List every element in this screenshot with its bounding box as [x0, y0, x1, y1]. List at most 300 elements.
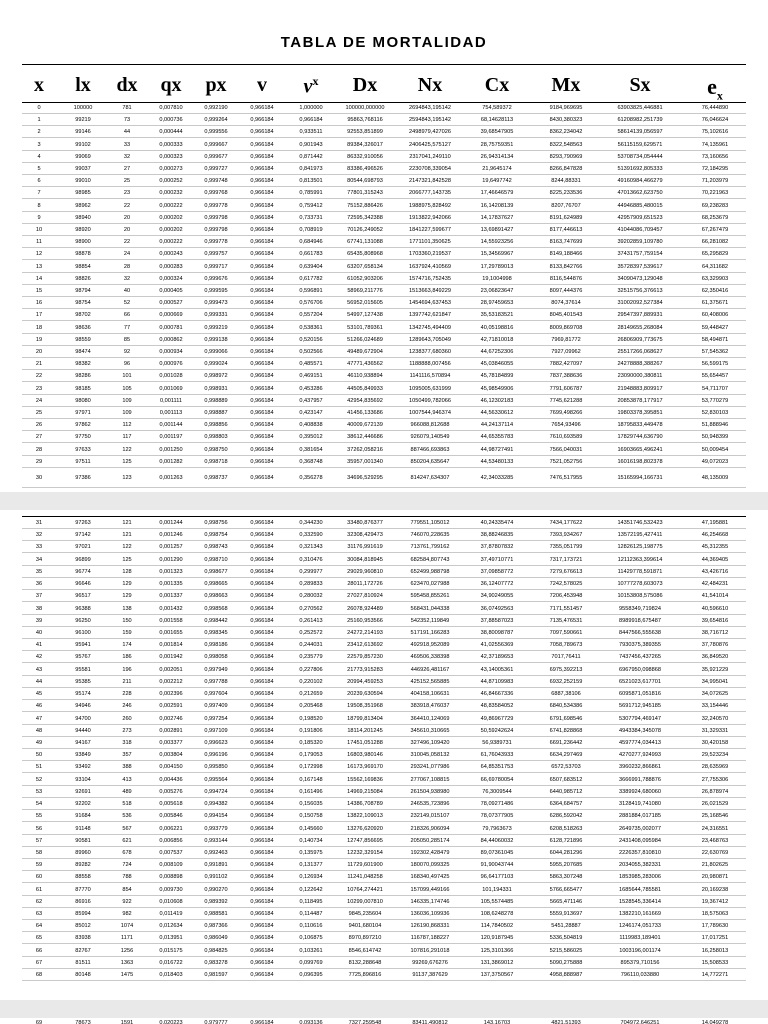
cell-Dx: 14386,708789 — [347, 801, 383, 808]
cell-Nx: 2317041,249110 — [409, 153, 451, 160]
cell-px: 0,992190 — [204, 105, 228, 111]
cell-Dx: 58969,211776 — [347, 288, 383, 294]
cell-qx: 0,001113 — [159, 410, 183, 416]
cell-dx: 101 — [122, 373, 132, 380]
cell-x: 29 — [35, 458, 43, 465]
cell-Sx: 12112363,399614 — [617, 556, 663, 563]
cell-Cx: 42,71810018 — [480, 336, 514, 343]
cell-dx: 357 — [122, 752, 132, 759]
cell-Mx: 8074,37614 — [551, 300, 581, 307]
cell-dx: 125 — [122, 556, 132, 563]
table-row — [22, 700, 746, 712]
cell-Mx: 8225,233536 — [549, 190, 583, 197]
cell-dx: 121 — [122, 520, 132, 526]
cell-Mx: 4821,51393 — [551, 1020, 581, 1024]
cell-Mx: 8009,869708 — [549, 324, 583, 331]
header-top-rule — [22, 64, 746, 65]
cell-x: 22 — [35, 373, 43, 380]
cell-x: 18 — [35, 324, 43, 331]
cell-x: 21 — [35, 361, 43, 368]
cell-Mx: 7654,93496 — [551, 422, 581, 429]
cell-Mx: 7837,388636 — [549, 373, 583, 380]
cell-Cx: 68,14628113 — [480, 117, 514, 124]
cell-v: 0,966184 — [250, 849, 274, 856]
cell-Sx: 2034055,382331 — [619, 862, 661, 869]
cell-Dx: 23412,613692 — [347, 642, 383, 649]
cell-dx: 211 — [122, 678, 132, 685]
table-row — [22, 444, 746, 456]
cell-Nx: 345610,310665 — [410, 727, 450, 734]
cell-Cx: 35,53183521 — [480, 312, 514, 319]
cell-lx: 85994 — [75, 911, 91, 918]
table-row — [22, 383, 746, 395]
cell-Dx: 70126,249052 — [347, 227, 383, 233]
cell-ex: 58,494871 — [701, 336, 729, 343]
cell-x: 61 — [35, 886, 43, 893]
cell-x: 69 — [35, 1020, 43, 1024]
cell-v: 0,966184 — [250, 862, 274, 869]
cell-x: 54 — [35, 801, 43, 808]
cell-dx: 32 — [123, 153, 131, 160]
cell-qx: 0,001942 — [159, 654, 183, 661]
cell-lx: 100000 — [73, 105, 93, 111]
table-row — [22, 774, 746, 786]
cell-v: 0,966184 — [250, 178, 274, 185]
cell-px: 0,999138 — [204, 336, 228, 343]
cell-Nx: 446926,481167 — [410, 666, 450, 673]
cell-px: 0,999066 — [204, 349, 228, 355]
cell-x: 11 — [36, 239, 42, 246]
cell-v: 0,966184 — [250, 752, 274, 759]
cell-qx: 0,000243 — [159, 251, 183, 258]
header-x — [34, 74, 44, 97]
header-ex-label: e — [707, 74, 717, 99]
cell-Sx: 28149655,268084 — [617, 324, 663, 331]
cell-ex: 45,312355 — [701, 544, 729, 551]
cell-Mx: 7242,578025 — [549, 581, 583, 588]
cell-qx: 0,016722 — [159, 959, 183, 966]
cell-ex: 18,575063 — [701, 911, 729, 918]
cell-vx: 0,131377 — [299, 862, 323, 869]
cell-ex: 59,448427 — [701, 324, 729, 331]
cell-Dx: 18799,813404 — [347, 715, 383, 722]
cell-ex: 22,630769 — [701, 849, 729, 856]
cell-qx: 0,000669 — [159, 312, 183, 319]
cell-x: 41 — [35, 642, 43, 649]
cell-Nx: 568431,044338 — [410, 605, 450, 612]
cell-Mx: 7434,177622 — [549, 520, 583, 526]
cell-qx: 0,001335 — [159, 581, 183, 588]
cell-x: 36 — [35, 581, 43, 588]
cell-v: 0,966184 — [250, 776, 274, 783]
header-qx-label: qx — [160, 74, 182, 96]
cell-Cx: 15,34569967 — [480, 251, 514, 258]
header-ex — [707, 74, 723, 103]
cell-ex: 47,195881 — [701, 520, 729, 526]
header-vx-superscript: x — [312, 74, 319, 88]
cell-vx: 0,733731 — [299, 214, 323, 221]
cell-vx: 0,220102 — [299, 678, 323, 685]
cell-v: 0,966184 — [250, 422, 274, 429]
table-row — [22, 1018, 746, 1024]
cell-vx: 0,179053 — [299, 752, 323, 759]
table-row — [22, 908, 746, 920]
cell-v: 0,966184 — [250, 117, 274, 124]
cell-ex: 69,238283 — [701, 202, 729, 209]
header-Sx-label: Sx — [629, 74, 651, 96]
cell-Dx: 10764,274421 — [347, 886, 383, 893]
cell-v: 0,966184 — [250, 105, 274, 111]
cell-Dx: 80544,698793 — [347, 178, 383, 185]
cell-Cx: 46,12302183 — [480, 397, 514, 404]
cell-dx: 724 — [122, 862, 132, 869]
header-Nx — [418, 74, 442, 97]
cell-Dx: 53101,789361 — [347, 324, 383, 331]
cell-qx: 0,009730 — [159, 886, 183, 893]
cell-x: 37 — [35, 593, 43, 600]
cell-lx: 95767 — [75, 654, 91, 661]
cell-Sx: 26806909,773675 — [617, 336, 663, 343]
cell-Nx: 1238377,680360 — [409, 349, 451, 355]
cell-ex: 56,599175 — [701, 361, 729, 368]
table-row — [22, 639, 746, 651]
cell-Sx: 5307794,469147 — [619, 715, 661, 722]
cell-x: 68 — [35, 972, 43, 979]
cell-px: 0,998058 — [204, 654, 228, 661]
table-row — [22, 847, 746, 859]
cell-dx: 128 — [122, 568, 132, 575]
cell-Mx: 8045,401543 — [549, 312, 583, 319]
cell-px: 0,999717 — [204, 263, 228, 270]
cell-vx: 0,453286 — [299, 385, 323, 392]
cell-x: 9 — [37, 214, 41, 221]
cell-Sx: 41044086,709457 — [617, 227, 663, 233]
cell-vx: 0,167148 — [299, 776, 323, 783]
cell-px: 0,998743 — [204, 544, 228, 551]
cell-v: 0,966184 — [250, 947, 274, 954]
cell-vx: 0,172998 — [299, 764, 323, 771]
cell-lx: 98702 — [75, 312, 91, 319]
cell-v: 0,966184 — [250, 739, 274, 746]
cell-vx: 0,156035 — [299, 801, 323, 808]
cell-Sx: 16903665,496241 — [617, 446, 663, 453]
cell-Mx: 7476,517955 — [549, 475, 583, 481]
cell-Mx: 5336,504819 — [549, 935, 583, 942]
cell-vx: 0,661783 — [299, 251, 323, 258]
table-row — [22, 651, 746, 663]
cell-dx: 196 — [122, 666, 132, 673]
table-row — [22, 688, 746, 700]
cell-lx: 99102 — [75, 141, 91, 148]
cell-lx: 98962 — [75, 202, 91, 209]
cell-v: 0,966184 — [250, 532, 274, 539]
cell-ex: 24,316551 — [701, 825, 729, 832]
cell-px: 0,999331 — [204, 312, 228, 319]
cell-Sx: 5691712,945185 — [619, 703, 661, 710]
cell-px: 0,986049 — [204, 935, 228, 942]
cell-Sx: 15165994,166731 — [617, 475, 663, 481]
cell-ex: 42,484231 — [701, 581, 729, 588]
cell-Dx: 33480,876377 — [347, 520, 383, 526]
cell-x: 45 — [35, 691, 43, 698]
cell-Mx: 7927,09962 — [551, 349, 581, 355]
cell-dx: 28 — [123, 263, 131, 270]
header-lx-label: lx — [75, 74, 91, 96]
cell-vx: 0,557204 — [299, 312, 323, 319]
cell-x: 57 — [35, 837, 43, 844]
cell-x: 12 — [35, 251, 43, 258]
cell-Mx: 8293,790969 — [549, 153, 583, 160]
cell-dx: 27 — [123, 166, 131, 172]
cell-v: 0,966184 — [250, 556, 274, 563]
cell-x: 46 — [35, 703, 43, 710]
cell-x: 27 — [35, 434, 43, 441]
cell-dx: 66 — [123, 312, 131, 319]
cell-lx: 97386 — [75, 475, 91, 481]
cell-vx: 0,933511 — [299, 129, 323, 136]
cell-Cx: 38,80098787 — [480, 629, 514, 636]
cell-Sx: 24278888,388267 — [617, 361, 663, 368]
cell-Sx: 7930375,389355 — [619, 642, 661, 649]
cell-vx: 0,368748 — [299, 458, 323, 465]
cell-px: 0,998803 — [204, 434, 228, 441]
cell-x: 55 — [35, 813, 43, 820]
cell-ex: 21,802625 — [701, 862, 729, 869]
cell-Mx: 5766,665477 — [549, 886, 583, 893]
cell-x: 50 — [35, 752, 43, 759]
cell-Cx: 91,90043744 — [480, 862, 514, 869]
cell-x: 5 — [37, 166, 41, 172]
cell-x: 0 — [37, 105, 41, 111]
table-row — [22, 346, 746, 358]
cell-Nx: 1454694,637453 — [409, 300, 451, 307]
page-title: TABLA DE MORTALIDAD — [280, 34, 488, 51]
cell-ex: 57,545362 — [701, 349, 729, 355]
cell-x: 62 — [35, 898, 43, 905]
cell-lx: 85012 — [75, 923, 91, 930]
cell-x: 67 — [35, 959, 43, 966]
cell-v: 0,966184 — [250, 458, 274, 465]
cell-Cx: 43,14005361 — [480, 666, 514, 673]
cell-Dx: 12747,856695 — [347, 837, 383, 844]
cell-lx: 98080 — [75, 397, 91, 404]
cell-v: 0,966184 — [250, 788, 274, 795]
cell-vx: 0,161496 — [299, 788, 323, 795]
cell-Cx: 105,5574485 — [480, 898, 514, 905]
cell-Cx: 40,05198816 — [480, 324, 514, 331]
cell-Dx: 63207,658134 — [347, 263, 383, 270]
cell-v: 0,966184 — [250, 1020, 274, 1024]
table-row — [22, 334, 746, 346]
cell-ex: 66,281082 — [701, 239, 729, 246]
cell-Sx: 796110,033880 — [620, 972, 660, 979]
cell-Mx: 8362,234042 — [549, 129, 583, 136]
cell-Sx: 3389924,680060 — [619, 788, 661, 795]
cell-ex: 64,311682 — [701, 263, 729, 270]
cell-qx: 0,001323 — [159, 568, 183, 575]
cell-qx: 0,004150 — [159, 764, 183, 771]
cell-Dx: 25160,953566 — [347, 617, 383, 624]
cell-v: 0,966184 — [250, 239, 274, 246]
table-row — [22, 566, 746, 578]
cell-Sx: 9558349,719824 — [619, 605, 661, 612]
table-row — [22, 871, 746, 883]
cell-ex: 52,830103 — [701, 410, 729, 416]
cell-Nx: 99269,676276 — [412, 959, 448, 966]
cell-ex: 33,154446 — [701, 703, 729, 710]
cell-Dx: 8546,614742 — [348, 947, 382, 954]
cell-qx: 0,001197 — [159, 434, 183, 441]
cell-qx: 0,000976 — [159, 361, 183, 368]
cell-px: 0,998856 — [204, 422, 228, 429]
table-row — [22, 664, 746, 676]
cell-dx: 22 — [123, 239, 131, 246]
cell-dx: 489 — [122, 788, 132, 795]
cell-Nx: 91137,387629 — [412, 972, 448, 979]
cell-v: 0,966184 — [250, 923, 274, 930]
cell-Cx: 17,46646579 — [480, 190, 514, 197]
cell-Dx: 75152,886426 — [347, 202, 383, 209]
cell-x: 31 — [35, 520, 43, 526]
cell-Sx: 18795833,449478 — [617, 422, 663, 429]
cell-lx: 98878 — [75, 251, 91, 258]
cell-dx: 73 — [123, 117, 131, 124]
cell-v: 0,966184 — [250, 434, 274, 441]
cell-Sx: 10777278,603073 — [617, 581, 663, 588]
cell-ex: 50,948399 — [701, 434, 729, 441]
cell-Cx: 36,12407772 — [480, 581, 514, 588]
cell-v: 0,966184 — [250, 764, 274, 771]
cell-Nx: 682584,807743 — [410, 556, 450, 563]
cell-qx: 0,001069 — [159, 385, 183, 392]
cell-x: 53 — [35, 788, 43, 795]
cell-lx: 90581 — [75, 837, 91, 844]
table-row — [22, 309, 746, 321]
cell-Sx: 25517266,068627 — [617, 349, 663, 355]
cell-lx: 95941 — [75, 642, 91, 649]
cell-Nx: 2694843,195142 — [409, 105, 451, 111]
cell-v: 0,966184 — [250, 593, 274, 600]
cell-dx: 123 — [122, 475, 132, 481]
cell-lx: 97021 — [75, 544, 91, 551]
cell-ex: 46,254668 — [701, 532, 729, 539]
cell-Dx: 11241,048258 — [347, 874, 383, 881]
cell-Sx: 34090473,129048 — [617, 275, 663, 282]
cell-Cx: 42,37189653 — [480, 654, 514, 661]
cell-dx: 109 — [122, 410, 132, 416]
cell-Dx: 17451,051288 — [347, 739, 383, 746]
cell-Cx: 13,69891427 — [480, 227, 514, 233]
cell-Sx: 3128419,741080 — [619, 801, 661, 808]
cell-lx: 81511 — [75, 959, 91, 966]
table-row — [22, 126, 746, 138]
cell-Dx: 86332,910056 — [347, 153, 383, 160]
cell-ex: 25,168546 — [701, 813, 729, 820]
cell-Mx: 6741,828868 — [549, 727, 583, 734]
cell-Sx: 10153808,575086 — [617, 593, 663, 600]
column-headers — [22, 66, 746, 102]
cell-Mx: 7135,476531 — [549, 617, 583, 624]
cell-qx: 0,001655 — [159, 629, 183, 636]
cell-Nx: 1289643,705049 — [409, 336, 451, 343]
cell-px: 0,998442 — [204, 617, 228, 624]
table-row — [22, 419, 746, 431]
cell-x: 64 — [35, 923, 43, 930]
cell-px: 0,999677 — [204, 153, 228, 160]
cell-v: 0,966184 — [250, 874, 274, 881]
cell-qx: 0,003377 — [159, 739, 183, 746]
cell-px: 0,998186 — [204, 642, 228, 649]
cell-px: 0,999264 — [204, 117, 228, 124]
table-row — [22, 786, 746, 798]
cell-Cx: 17,29789013 — [480, 263, 514, 270]
cell-dx: 40 — [123, 288, 131, 294]
cell-Nx: 595458,855261 — [410, 593, 450, 600]
cell-dx: 112 — [122, 422, 132, 429]
table-row — [22, 163, 746, 175]
cell-vx: 0,332590 — [299, 532, 323, 539]
cell-v: 0,966184 — [250, 153, 274, 160]
cell-Nx: 310045,058132 — [410, 752, 450, 759]
cell-lx: 91684 — [75, 813, 91, 820]
cell-lx: 99010 — [75, 178, 91, 185]
cell-x: 10 — [35, 227, 43, 233]
cell-px: 0,998756 — [204, 520, 228, 526]
table-row — [22, 102, 746, 114]
cell-Dx: 47771,436562 — [347, 361, 383, 368]
cell-Sx: 6095871,051816 — [619, 691, 661, 698]
cell-ex: 55,654457 — [701, 373, 729, 380]
cell-px: 0,983278 — [204, 959, 228, 966]
cell-qx: 0,001814 — [159, 642, 183, 649]
cell-lx: 95385 — [75, 678, 91, 685]
cell-ex: 68,253679 — [701, 214, 729, 221]
cell-Nx: 246535,723896 — [410, 801, 450, 808]
cell-Dx: 65435,808968 — [347, 251, 383, 258]
cell-vx: 0,395012 — [299, 434, 323, 441]
cell-ex: 34,995041 — [701, 678, 729, 685]
table-row — [22, 957, 746, 969]
cell-x: 4 — [37, 153, 41, 160]
cell-x: 42 — [35, 654, 43, 661]
cell-lx: 95581 — [75, 666, 91, 673]
cell-Dx: 54997,127438 — [347, 312, 383, 319]
cell-x: 47 — [35, 715, 43, 722]
cell-x: 24 — [35, 397, 43, 404]
cell-Dx: 8970,897210 — [348, 935, 382, 942]
cell-vx: 0,122642 — [299, 886, 323, 893]
cell-lx: 96646 — [75, 581, 91, 588]
cell-Cx: 64,85351753 — [480, 764, 514, 771]
cell-vx: 0,576706 — [299, 300, 323, 307]
cell-lx: 98185 — [75, 385, 91, 392]
cell-px: 0,995850 — [204, 764, 228, 771]
cell-lx: 93104 — [75, 776, 91, 783]
cell-Dx: 9845,235604 — [348, 911, 382, 918]
cell-vx: 0,114487 — [299, 911, 323, 918]
cell-Mx: 8430,380323 — [549, 117, 583, 124]
cell-px: 0,998750 — [204, 446, 228, 453]
cell-Cx: 44,87109983 — [480, 678, 514, 685]
cell-px: 0,998718 — [204, 458, 228, 465]
cell-Dx: 20994,459253 — [347, 678, 383, 685]
cell-Nx: 966088,812688 — [410, 422, 450, 429]
cell-Sx: 20853878,177917 — [617, 397, 663, 404]
cell-Dx: 92553,851899 — [347, 129, 383, 136]
cell-ex: 23,468763 — [701, 837, 729, 844]
cell-px: 0,999778 — [204, 239, 228, 246]
cell-v: 0,966184 — [250, 813, 274, 820]
